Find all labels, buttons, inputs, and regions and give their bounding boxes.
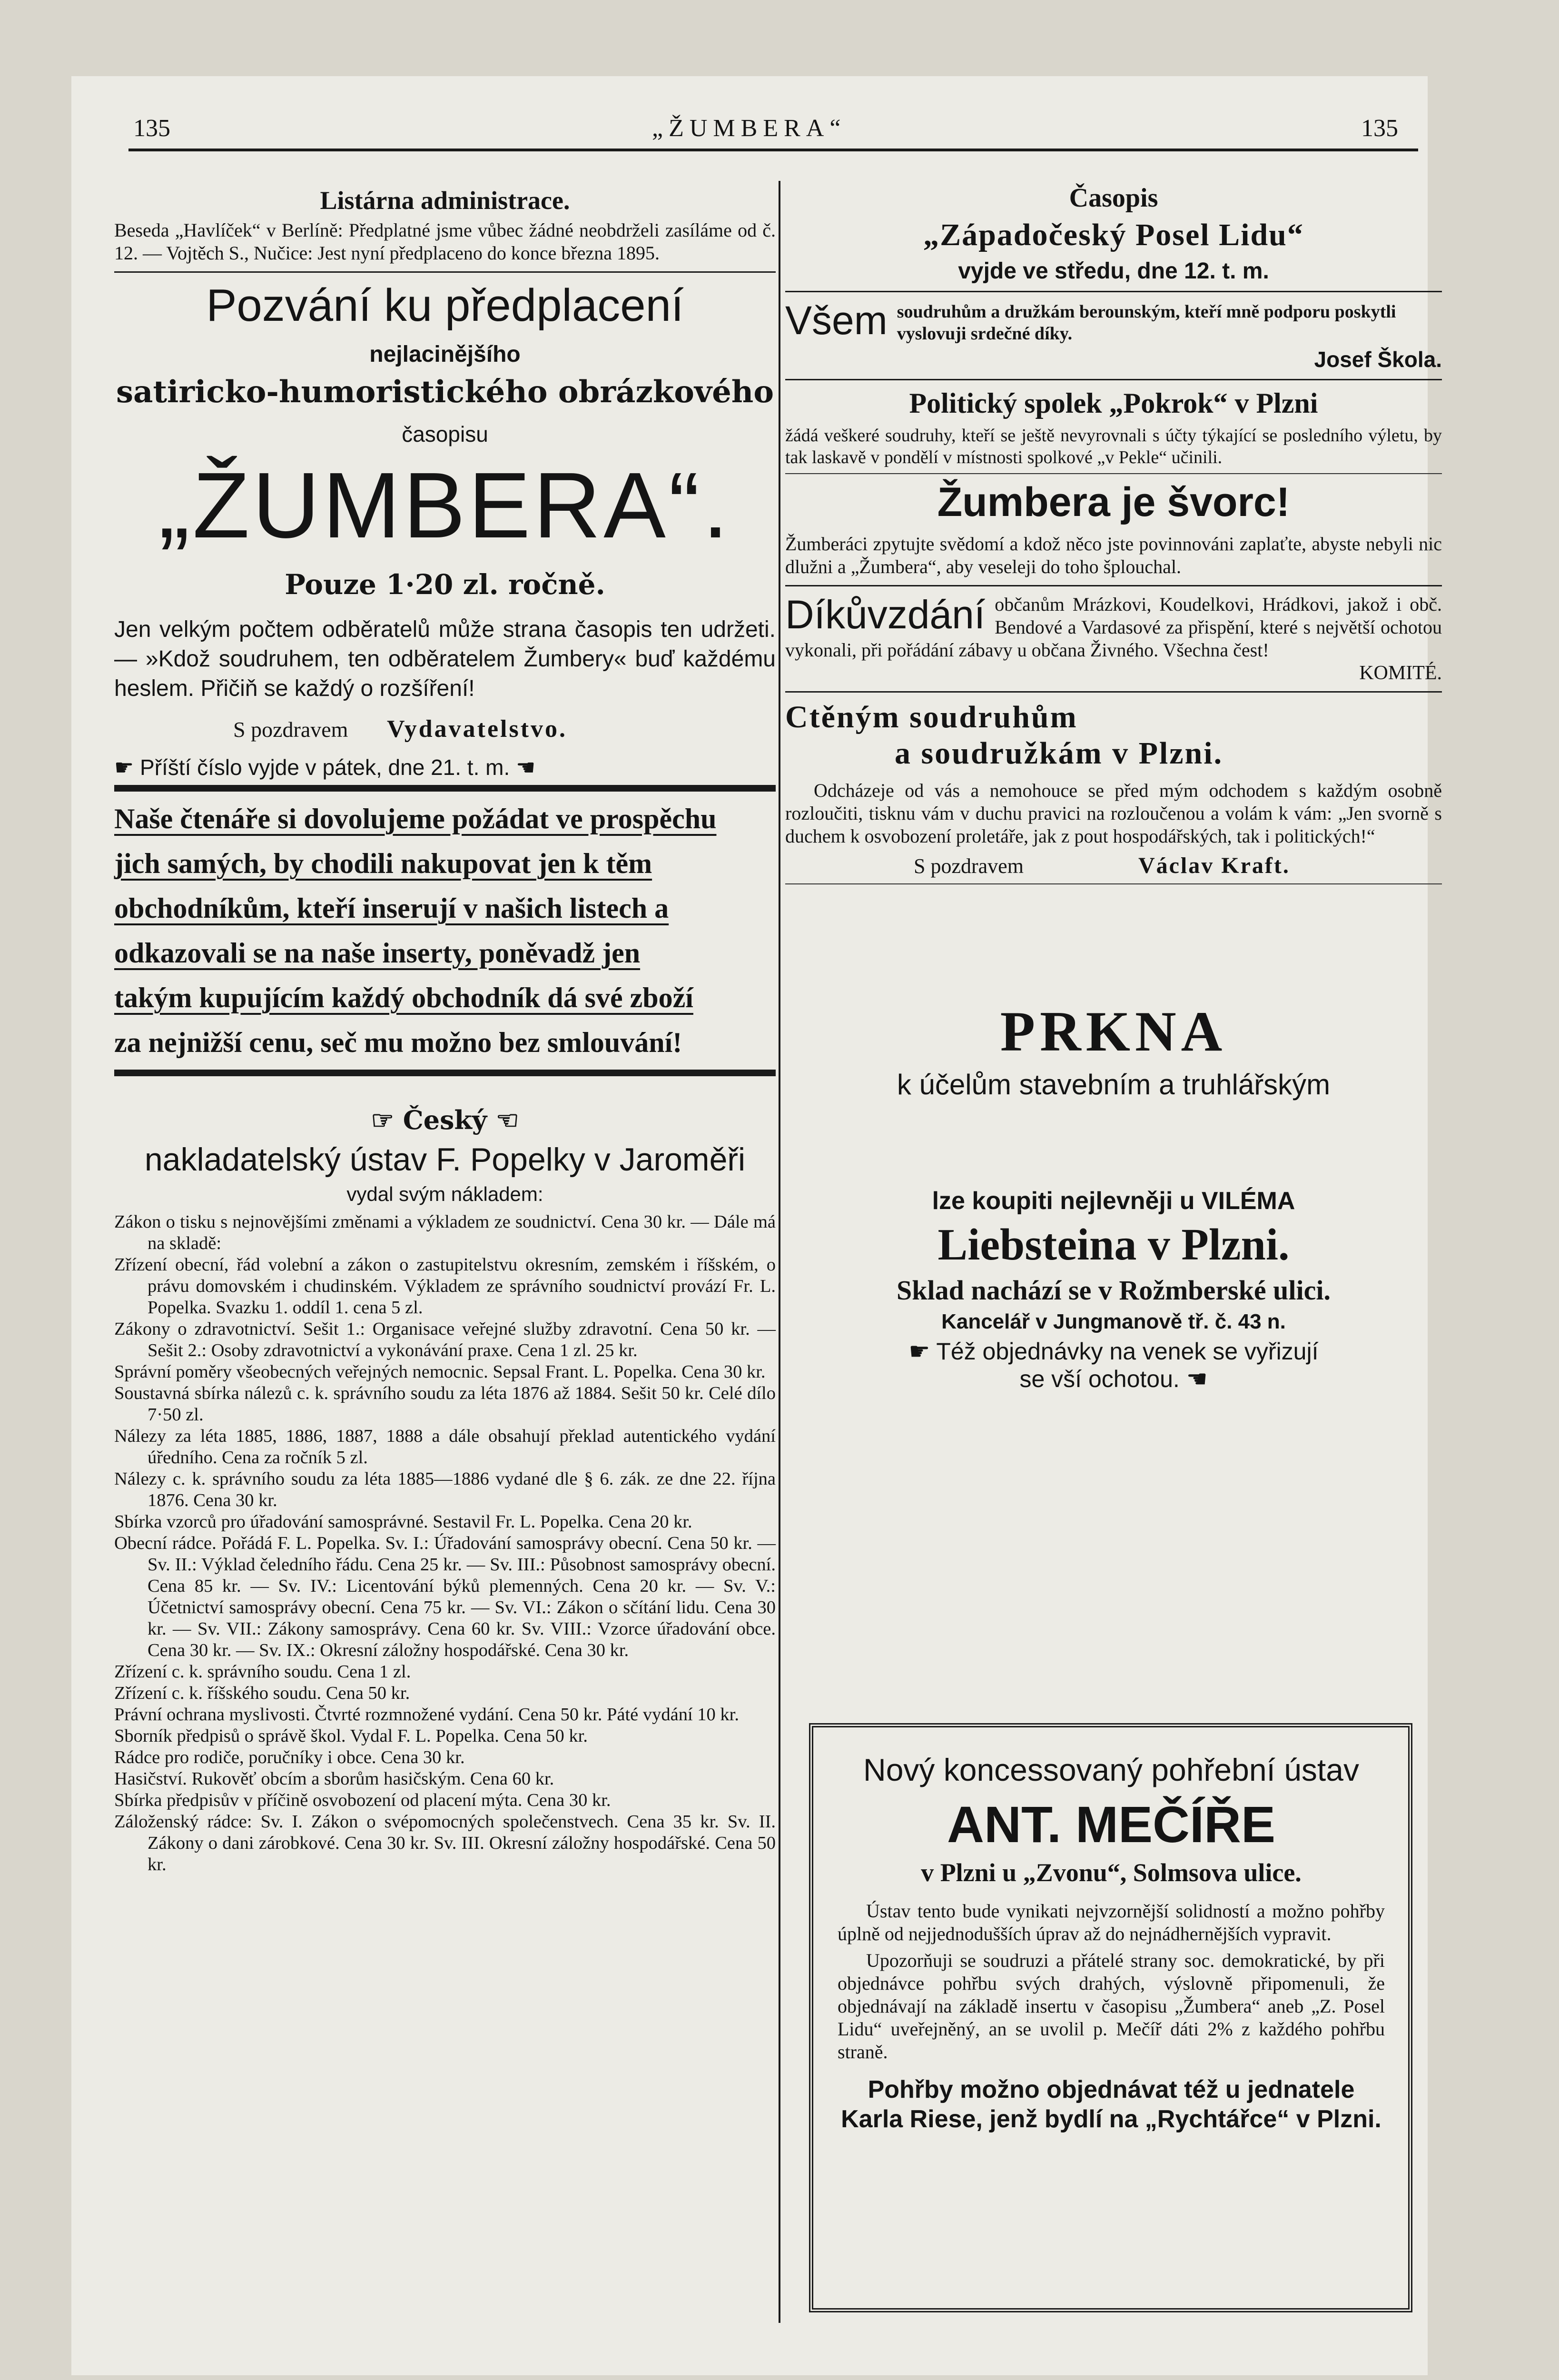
mecir-l1: Nový koncessovaný pohřební ústav [863, 1752, 1359, 1787]
catalog-item: Právní ochrana myslivosti. Čtvrté rozmnožené vydání. Cena 50 kr. Páté vydání 10 kr. [114, 1705, 740, 1725]
appeal-line: Naše čtenáře si dovolujeme požádat ve prospěchu [114, 803, 717, 834]
subscription-title: Pozvání ku předplacení [206, 280, 684, 331]
listarna-text: Beseda „Havlíček“ v Berlíně: Předplatné jsme vůbec žádné neobdrželi zasíláme od č. 12. — Vojtěch S., Nučice: Jest nyní předplaceno do konce března 1895. [114, 219, 776, 264]
pointing-hand-icon: ☚ [1179, 1366, 1208, 1392]
divider [114, 785, 776, 792]
next-issue-text: Příští číslo vyjde v pátek, dne 21. t. m. [140, 755, 510, 780]
vsem-signature: Josef Škola. [1314, 347, 1442, 372]
subscription-greeting-line [114, 715, 776, 743]
subscription-signature: Vydavatelstvo. [386, 715, 568, 743]
appeal-box [114, 796, 776, 1065]
prkna-l5: Též objednávky na venek se vyřizují [936, 1338, 1319, 1365]
divider [785, 883, 1442, 884]
prkna-l6-line [785, 1365, 1442, 1393]
diky-big: Díkůvzdání [785, 592, 986, 637]
casopis-notice [785, 183, 1442, 284]
divider [785, 691, 1442, 693]
subscription-price: Pouze 1·20 zl. ročně. [285, 568, 605, 601]
divider [785, 585, 1442, 586]
subscription-body: Jen velkým počtem odběratelů může strana časopis ten udržeti. — »Kdož soudruhem, ten odběratelem Žumbery« buď každému heslem. Přičiň se každý o rozšíření! [114, 617, 776, 701]
popelka-name: nakladatelský ústav F. Popelky v Jaroměři [144, 1141, 746, 1178]
subscription-l2: satiricko-humoristického obrázkového [116, 374, 774, 410]
subscription-greeting: S pozdravem [233, 717, 348, 742]
left-column [114, 171, 776, 2342]
catalog-item: Nálezy za léta 1885, 1886, 1887, 1888 a dále obsahují překlad autentického vydání úředního. Cena za ročník 5 zl. [114, 1426, 776, 1468]
divider [114, 1070, 776, 1076]
ctenym-signature: Václav Kraft. [1138, 853, 1290, 878]
mecir-addr: v Plzni u „Zvonu“, Solmsova ulice. [921, 1858, 1302, 1887]
catalog-item: Zřízení c. k. říšského soudu. Cena 50 kr. [114, 1683, 410, 1703]
vsem-big: Všem [785, 298, 888, 343]
diky-signature: KOMITÉ. [1359, 662, 1442, 684]
prkna-title: PRKNA [1000, 1000, 1227, 1063]
divider [785, 473, 1442, 474]
next-issue-line [114, 754, 776, 780]
mecir-p1: Ústav tento bude vynikati nejvzornější solidností a možno pohřby úplně od nejjednodušších úprav až do nejnádhernějších vypravit. [838, 1900, 1385, 1944]
mecir-name: ANT. MEČÍŘE [947, 1795, 1276, 1853]
ctenym-notice [785, 699, 1442, 879]
mecir-p2: Upozorňuji se soudruzi a přátelé strany soc. demokratické, by při objednávce pohřbu svých drahých, výslovně připomenuli, že objednávají na základě insertu v časopisu „Žumbera“ aneb „Z. Posel Lidu“ uveřejněný, an se uvolil p. Mečíř dáti 2% z každého pohřbu straně. [838, 1950, 1385, 2063]
catalog-item: Zákon o tisku s nejnovějšími změnami a výkladem ze soudnictví. Cena 30 kr. — Dále má na skladě: [114, 1212, 776, 1253]
diky-notice [785, 593, 1442, 684]
casopis-l2: „Západočeský Posel Lidu“ [923, 218, 1304, 252]
svorc-text: Žumberáci zpytujte svědomí a kdož něco jste povinnováni zaplaťte, abyste nebyli nic dlužni a „Žumbera“, aby veseleji do toho šplouchal. [785, 533, 1442, 577]
divider [114, 271, 776, 273]
vsem-text: soudruhům a družkám berounským, kteří mně podporu poskytli vyslovuji srdečné díky. [897, 302, 1396, 344]
subscription-ad [114, 279, 776, 780]
appeal-line: takým kupujícím každý obchodník dá své zboží [114, 982, 693, 1013]
spolek-text: žádá veškeré soudruhy, kteří se ještě nevyrovnali s účty týkající se posledního výletu, by tak laskavě v pondělí v místnosti spolkové „v Pekle“ učinili. [785, 426, 1442, 467]
prkna-l5-line [785, 1338, 1442, 1365]
pointing-hand-icon: ☞ [371, 1105, 403, 1135]
mecir-p3: Pohřby možno objednávat též u jednatele Karla Riese, jenž bydlí na „Rychtářce“ v Plzni. [841, 2076, 1381, 2133]
page-number-left: 135 [133, 115, 170, 142]
popelka-ad [114, 1105, 776, 1875]
catalog-item: Sbírka vzorců pro úřadování samosprávné. Sestavil Fr. L. Popelka. Cena 20 kr. [114, 1512, 692, 1532]
appeal-line: za nejnižší cenu, seč mu možno bez smlouvání! [114, 1027, 682, 1058]
ctenym-greeting-line [785, 853, 1442, 879]
catalog-item: Obecní rádce. Pořádá F. L. Popelka. Sv. I.: Úřadování samosprávy obecní. Cena 50 kr. — Sv. II.: Výklad čeledního řádu. Cena 25 kr. — Sv. III.: Působnost samosprávy obecní. Cena 85 kr. — Sv. IV.: Licentování býků plemenných. Cena 20 kr. — Sv. V.: Účetnictví samosprávy obecní. Cena 75 kr. — Sv. VI.: Zákon o sčítání lidu. Cena 30 kr. — Sv. VII.: Zákony samosprávy. Cena 60 kr. Sv. VIII.: Vzorce úřadování obce. Cena 30 kr. — Sv. IX.: Okresní záložny hospodářské. Cena 30 kr. [114, 1533, 776, 1660]
prkna-l6: se vší ochotou. [1019, 1366, 1180, 1392]
diky-text: občanům Mrázkovi, Koudelkovi, Hrádkovi, jakož i obč. Bendové a Vardasové za přispění, které s největší ochotou vykonali, při pořádání zábavy u občana Živného. Všechna čest! [785, 594, 1442, 661]
popelka-catalog [114, 1211, 776, 1875]
zumbera-brand: „ŽUMBERA“. [158, 453, 731, 557]
subscription-l3: časopisu [402, 422, 488, 446]
catalog-item: Zákony o zdravotnictví. Sešit 1.: Organisace veřejné služby zdravotní. Cena 50 kr. — Sešit 2.: Osoby zdravotnictví a vykonávání praxe. Cena 1 zl. 25 kr. [114, 1319, 776, 1360]
funeral-ad [838, 1742, 1385, 2134]
spolek-notice [785, 387, 1442, 468]
prkna-l3: Sklad nachází se v Rožmberské ulici. [897, 1275, 1331, 1306]
appeal-line: jich samých, by chodili nakupovat jen k těm [114, 848, 652, 879]
prkna-ad [785, 999, 1442, 1393]
ctenym-text: Odcházeje od vás a nemohouce se před mým odchodem s každým osobně rozloučiti, tisknu vám v duchu pravici na rozloučenou a volám k vám: „Jen svorně s duchem k osvobození proletáře, jak z pout hospodářských, tak i politických!“ [785, 780, 1442, 847]
column-divider [779, 181, 780, 2323]
page-number-right: 135 [1361, 115, 1398, 142]
svorc-notice [785, 479, 1442, 578]
spolek-title: Politický spolek „Pokrok“ v Plzni [909, 387, 1318, 419]
pointing-hand-icon: ☚ [510, 755, 536, 780]
prkna-l1: lze koupiti nejlevněji u VILÉMA [932, 1187, 1295, 1215]
ctenym-l2: a soudružkám v Plzni. [895, 736, 1224, 771]
pointing-hand-icon: ☛ [908, 1338, 937, 1365]
catalog-item: Soustavná sbírka nálezů c. k. správního soudu za léta 1876 až 1884. Sešit 50 kr. Celé dílo 7·50 zl. [114, 1383, 776, 1425]
vsem-notice [785, 299, 1442, 372]
casopis-l1: Časopis [1069, 183, 1158, 213]
divider [785, 379, 1442, 380]
catalog-item: Sbírka předpisův v příčině osvobození od placení mýta. Cena 30 kr. [114, 1790, 611, 1810]
casopis-l3: vyjde ve středu, dne 12. t. m. [958, 258, 1269, 284]
header-rule [128, 149, 1418, 151]
prkna-sub: k účelům stavebním a truhlářským [897, 1069, 1331, 1101]
catalog-item: Hasičství. Rukověť obcím a sborům hasičským. Cena 60 kr. [114, 1769, 554, 1789]
ctenym-greeting: S pozdravem [914, 854, 1024, 878]
svorc-title: Žumbera je švorc! [937, 479, 1290, 525]
catalog-item: Zřízení obecní, řád volební a zákon o zastupitelstvu okresním, zemském i říšském, o právu domovském i chudinském. Výkladem ze správního soudnictví provází Fr. L. Popelka. Svazku 1. oddíl 1. cena 5 zl. [114, 1255, 776, 1318]
pointing-hand-icon: ☛ [114, 755, 140, 780]
divider [785, 291, 1442, 292]
subscription-l1: nejlacinějšího [369, 342, 521, 367]
catalog-item: Záloženský rádce: Sv. I. Zákon o svépomocných společenstvech. Cena 35 kr. Sv. II. Zákony o dani zárobkové. Cena 30 kr. Sv. III. Okresní záložny hospodářské. Cena 50 kr. [114, 1812, 776, 1874]
prkna-l4: Kancelář v Jungmanově tř. č. 43 n. [941, 1310, 1286, 1333]
appeal-line: obchodníkům, kteří inserují v našich listech a [114, 892, 669, 924]
catalog-item: Zřízení c. k. správního soudu. Cena 1 zl. [114, 1662, 411, 1682]
catalog-item: Rádce pro rodiče, poručníky i obce. Cena 30 kr. [114, 1747, 465, 1767]
prkna-l2: Liebsteina v Plzni. [937, 1220, 1290, 1269]
popelka-sub: vydal svým nákladem: [346, 1183, 543, 1205]
popelka-head-line [114, 1105, 776, 1135]
listarna-notice [114, 186, 776, 265]
pointing-hand-icon: ☜ [487, 1105, 519, 1135]
appeal-line: odkazovali se na naše inserty, poněvadž jen [114, 937, 641, 969]
catalog-item: Správní poměry všeobecných veřejných nemocnic. Sepsal Frant. L. Popelka. Cena 30 kr. [114, 1362, 766, 1382]
running-header [133, 114, 1413, 148]
popelka-head: Český [403, 1105, 487, 1135]
newspaper-title: „ŽUMBERA“ [652, 115, 847, 142]
listarna-title: Listárna administrace. [320, 186, 570, 215]
catalog-item: Sborník předpisů o správě škol. Vydal F. L. Popelka. Cena 50 kr. [114, 1726, 588, 1746]
catalog-item: Nálezy c. k. správního soudu za léta 1885—1886 vydané dle § 6. zák. ze dne 22. října 1876. Cena 30 kr. [114, 1469, 776, 1510]
ctenym-l1: Ctěným soudruhům [785, 700, 1078, 734]
